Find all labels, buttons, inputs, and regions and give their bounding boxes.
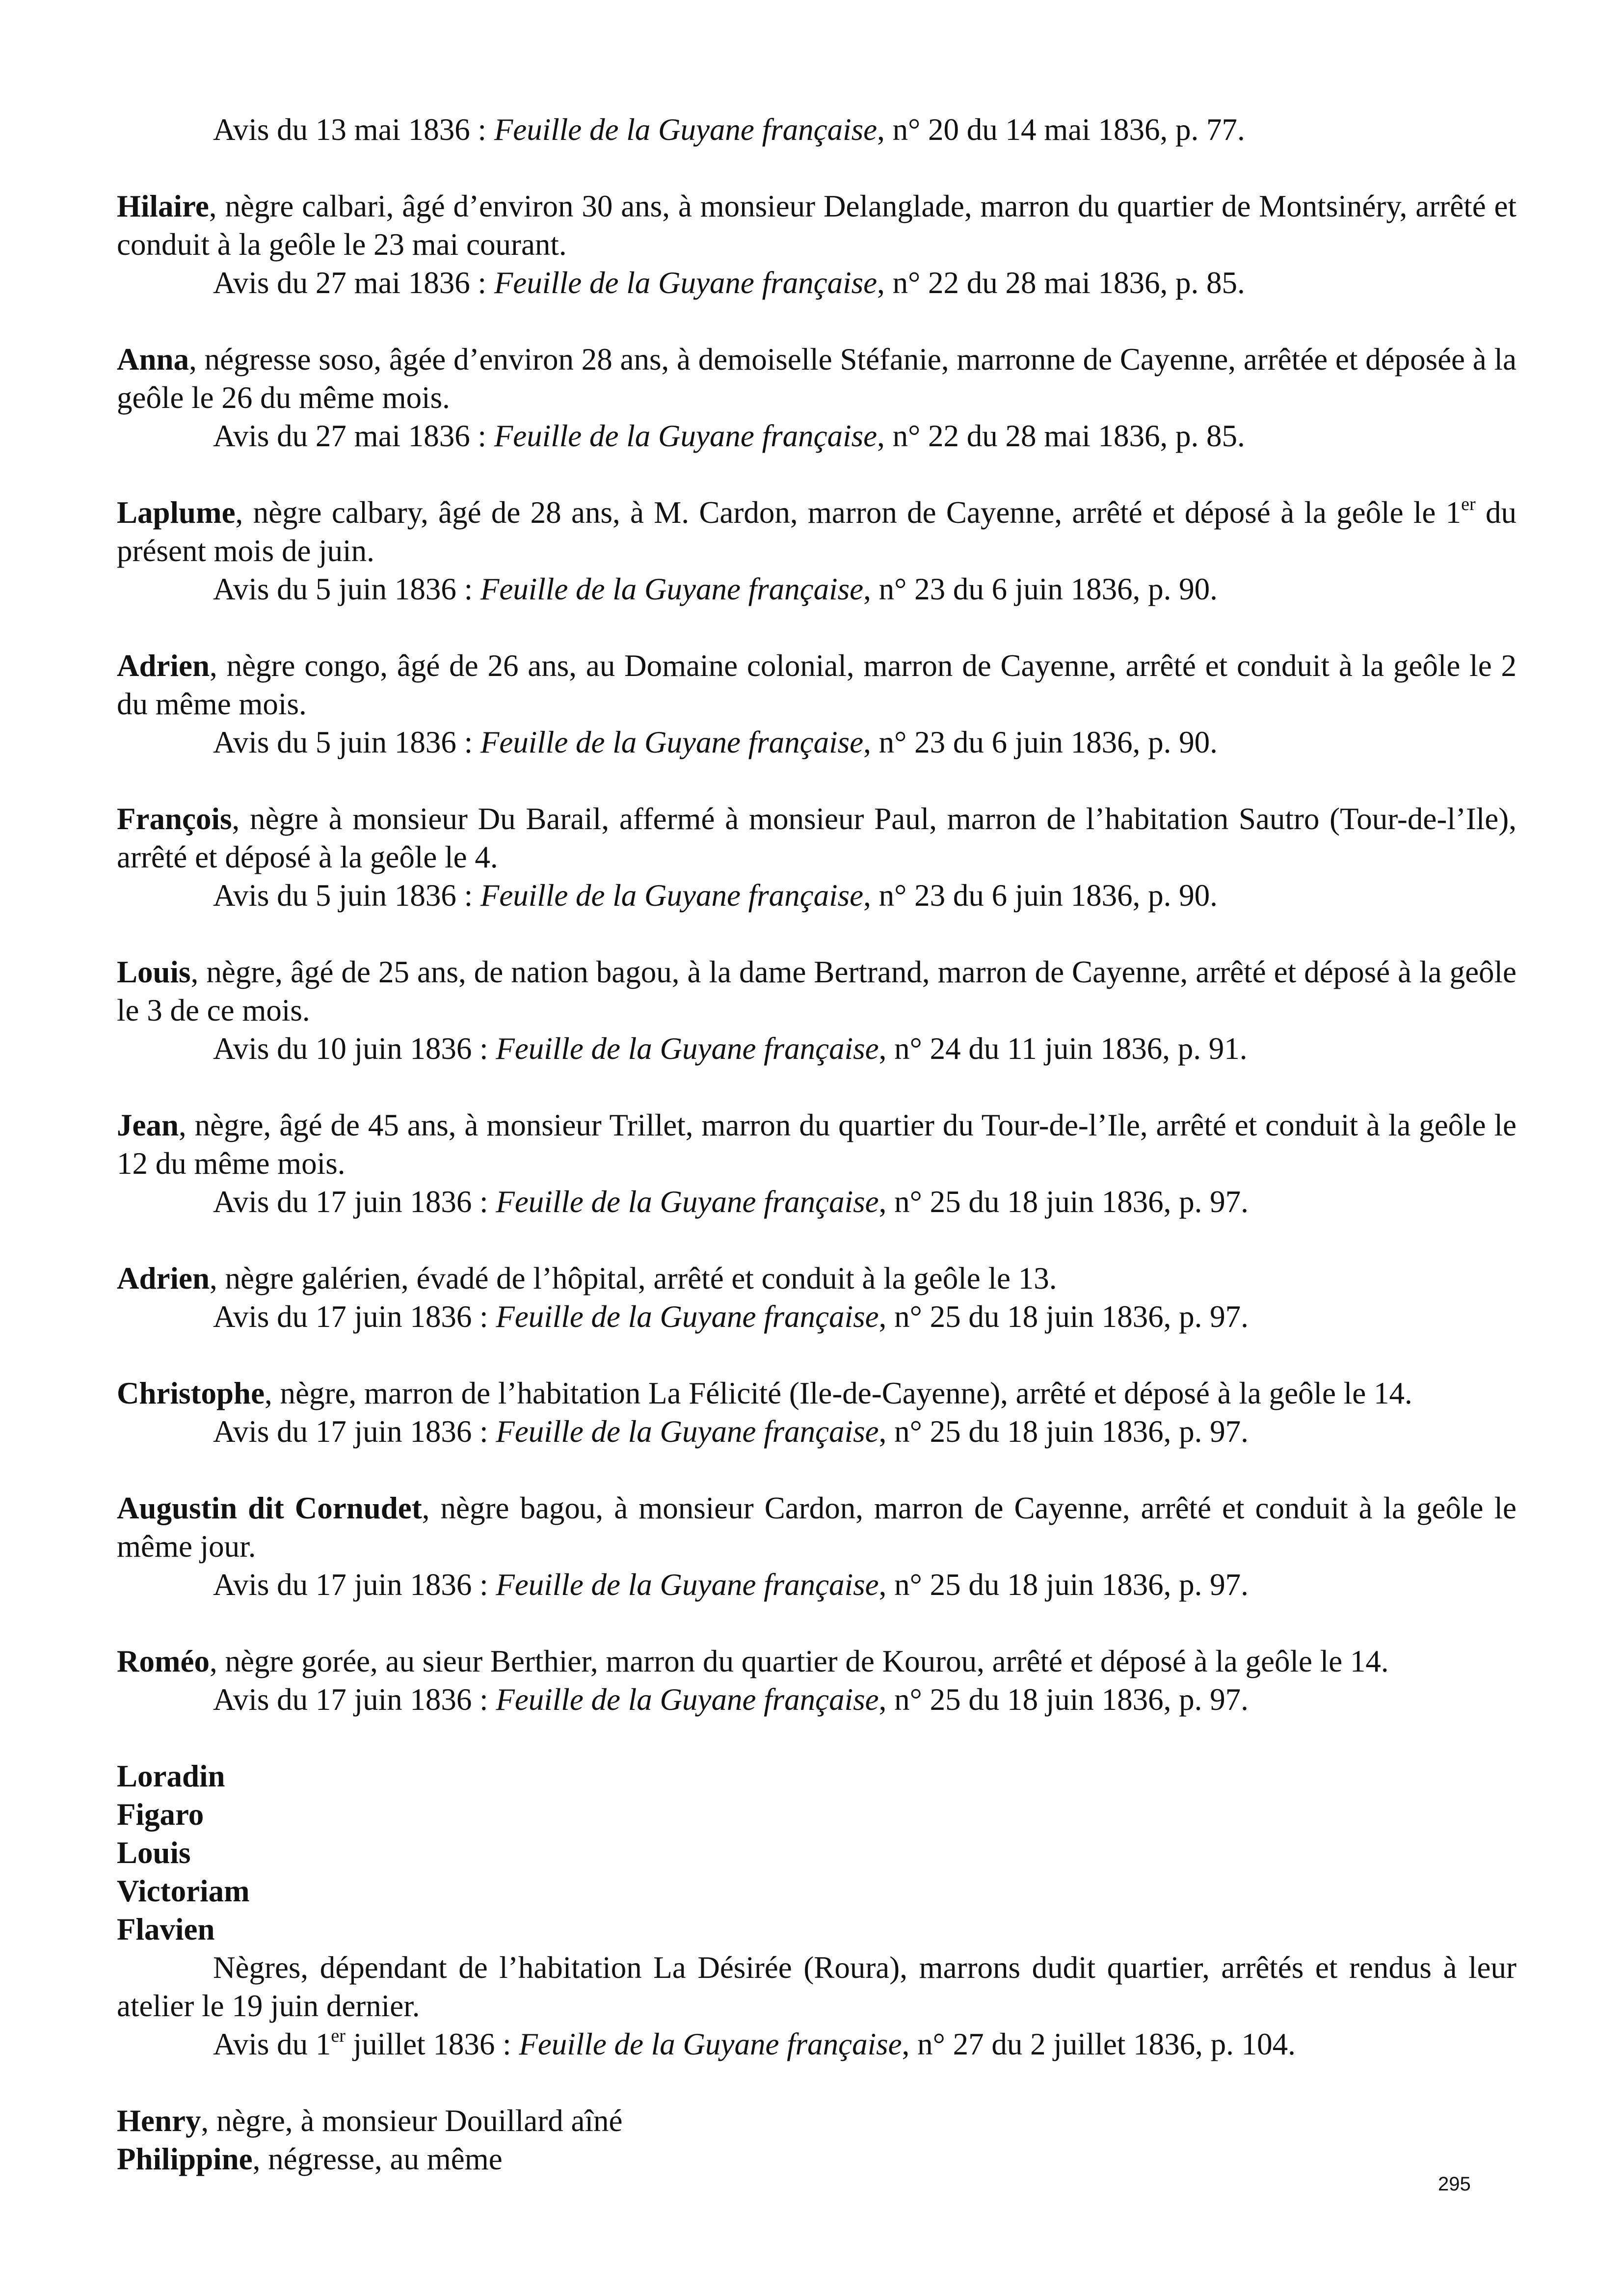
- entry: [117, 1259, 1517, 1336]
- avis-line: [117, 1566, 1517, 1604]
- entry-name: Adrien: [117, 1261, 210, 1296]
- entry-text: , nègre, marron de l’habitation La Félicité (Ile-de-Cayenne), arrêté et déposé à la geôle le 14.: [265, 1376, 1412, 1410]
- group-name: Flavien: [117, 1912, 215, 1946]
- avis-line: [117, 1183, 1517, 1221]
- entry-text: , négresse, au même: [252, 2142, 503, 2176]
- avis-source: Feuille de la Guyane française: [496, 1414, 879, 1449]
- entry-text: , nègre calbary, âgé de 28 ans, à M. Cardon, marron de Cayenne, arrêté et déposé à la geôle le 1: [235, 495, 1462, 530]
- group-name: Loradin: [117, 1759, 225, 1793]
- entry-description: [117, 647, 1517, 723]
- entry-name: Laplume: [117, 495, 236, 530]
- entry: [117, 340, 1517, 455]
- entry-description: [117, 953, 1517, 1029]
- avis-reference: , n° 24 du 11 juin 1836, p. 91.: [878, 1031, 1248, 1066]
- avis-source: Feuille de la Guyane française: [496, 1682, 879, 1717]
- avis-date: Avis du 5 juin 1836 :: [213, 725, 480, 759]
- avis-line: [117, 1680, 1517, 1719]
- group-entry: [117, 1757, 1517, 2063]
- avis-source: Feuille de la Guyane française: [494, 419, 878, 453]
- page-number: 295: [1438, 2173, 1471, 2195]
- avis-reference: , n° 22 du 28 mai 1836, p. 85.: [877, 266, 1245, 300]
- entry: [117, 800, 1517, 915]
- entry-description: [117, 1489, 1517, 1566]
- entry-text: , nègre, à monsieur Douillard aîné: [201, 2104, 623, 2138]
- entry: [117, 187, 1517, 302]
- entry-name: François: [117, 802, 232, 836]
- avis-line: [117, 876, 1517, 915]
- avis-date: Avis du 5 juin 1836 :: [213, 878, 480, 913]
- entry: [117, 493, 1517, 608]
- avis-date: Avis du 5 juin 1836 :: [213, 572, 480, 606]
- entry-name: Anna: [117, 342, 189, 377]
- avis-reference: , n° 22 du 28 mai 1836, p. 85.: [877, 419, 1245, 453]
- group-name: Louis: [117, 1836, 191, 1870]
- group-description: Nègres, dépendant de l’habitation La Désirée (Roura), marrons dudit quartier, arrêtés et rendus à leur atelier le 19 juin dernier.: [117, 1950, 1517, 2023]
- entry-description: [117, 2140, 1517, 2178]
- entry-description: [117, 1642, 1517, 1680]
- entry-text: , nègre galérien, évadé de l’hôpital, arrêté et conduit à la geôle le 13.: [210, 1261, 1057, 1296]
- entry: [117, 1489, 1517, 1604]
- avis-source: Feuille de la Guyane française: [494, 266, 878, 300]
- entry-text: , nègre bagou, à monsieur Cardon, marron de Cayenne, arrêté et conduit à la geôle le même jour.: [117, 1491, 1517, 1564]
- avis-reference: , n° 23 du 6 juin 1836, p. 90.: [863, 878, 1218, 913]
- avis-source: Feuille de la Guyane française: [496, 1299, 879, 1334]
- avis-source: Feuille de la Guyane française: [494, 112, 878, 147]
- avis-line: [117, 570, 1517, 608]
- avis-reference: , n° 23 du 6 juin 1836, p. 90.: [863, 725, 1218, 759]
- entry-text: , nègre à monsieur Du Barail, affermé à monsieur Paul, marron de l’habitation Sautro (Tour-de-l’Ile), arrêté et déposé à la geôle le 4.: [117, 802, 1517, 874]
- avis-date: Avis du 27 mai 1836 :: [213, 266, 494, 300]
- entry-description: [117, 1259, 1517, 1297]
- entry-text: , nègre gorée, au sieur Berthier, marron du quartier de Kourou, arrêté et déposé à la geôle le 14.: [209, 1644, 1389, 1678]
- entry-name: Adrien: [117, 648, 210, 683]
- avis-reference: , n° 25 du 18 juin 1836, p. 97.: [878, 1567, 1249, 1602]
- entry-name: Louis: [117, 955, 191, 989]
- entry-description: [117, 800, 1517, 876]
- document-page: [117, 110, 1517, 2216]
- group-name: Figaro: [117, 1797, 204, 1832]
- avis-source: Feuille de la Guyane française: [496, 1567, 879, 1602]
- entry-text: , nègre congo, âgé de 26 ans, au Domaine colonial, marron de Cayenne, arrêté et conduit à la geôle le 2 du même mois.: [117, 648, 1517, 721]
- entry: [117, 1374, 1517, 1451]
- entry-description: [117, 340, 1517, 417]
- avis-line: [117, 723, 1517, 761]
- avis-date: Avis du 17 juin 1836 :: [213, 1185, 496, 1219]
- avis-line: [117, 1029, 1517, 1068]
- avis-line: [117, 1297, 1517, 1336]
- avis-date: Avis du 13 mai 1836 :: [213, 112, 494, 147]
- avis-date: Avis du 17 juin 1836 :: [213, 1567, 496, 1602]
- avis-reference: , n° 25 du 18 juin 1836, p. 97.: [878, 1185, 1249, 1219]
- avis-date: Avis du 17 juin 1836 :: [213, 1414, 496, 1449]
- avis-date: Avis du 1: [213, 2027, 331, 2061]
- avis-source: Feuille de la Guyane française: [496, 1031, 879, 1066]
- entry-name: Roméo: [117, 1644, 210, 1678]
- entry-description: [117, 1106, 1517, 1183]
- entry: [117, 953, 1517, 1068]
- avis-line: [117, 1412, 1517, 1451]
- entry-continuation: [117, 110, 1517, 149]
- avis-reference: , n° 27 du 2 juillet 1836, p. 104.: [902, 2027, 1296, 2061]
- entry-description: [117, 493, 1517, 570]
- avis-reference: , n° 25 du 18 juin 1836, p. 97.: [878, 1682, 1249, 1717]
- entry-text: , nègre, âgé de 45 ans, à monsieur Trillet, marron du quartier du Tour-de-l’Ile, arrêté et conduit à la geôle le 12 du même mois.: [117, 1108, 1517, 1181]
- avis-source: Feuille de la Guyane française: [519, 2027, 902, 2061]
- entry-name: Henry: [117, 2104, 201, 2138]
- ordinal-superscript: er: [331, 2026, 346, 2046]
- entry-incomplete: [117, 2102, 1517, 2178]
- avis-reference: , n° 20 du 14 mai 1836, p. 77.: [877, 112, 1245, 147]
- avis-date: Avis du 27 mai 1836 :: [213, 419, 494, 453]
- entry-name: Christophe: [117, 1376, 265, 1410]
- entry-name: Jean: [117, 1108, 179, 1142]
- avis-reference: , n° 23 du 6 juin 1836, p. 90.: [863, 572, 1218, 606]
- entry-text: , nègre calbari, âgé d’environ 30 ans, à monsieur Delanglade, marron du quartier de Montsinéry, arrêté et conduit à la geôle le 23 mai courant.: [117, 189, 1517, 262]
- avis-source: Feuille de la Guyane française: [480, 878, 864, 913]
- entry-description: [117, 187, 1517, 264]
- entry: [117, 1106, 1517, 1221]
- avis-line: [117, 110, 1517, 149]
- avis-line: [117, 417, 1517, 455]
- ordinal-superscript: er: [1461, 494, 1476, 514]
- avis-date: Avis du 17 juin 1836 :: [213, 1682, 496, 1717]
- entry-description: [117, 1374, 1517, 1412]
- avis-reference: , n° 25 du 18 juin 1836, p. 97.: [878, 1414, 1249, 1449]
- avis-reference: , n° 25 du 18 juin 1836, p. 97.: [878, 1299, 1249, 1334]
- entry-description: [117, 2102, 1517, 2140]
- avis-date: Avis du 17 juin 1836 :: [213, 1299, 496, 1334]
- entry-text-continued: du présent mois de juin.: [117, 495, 1517, 568]
- avis-date-continued: juillet 1836 :: [345, 2027, 519, 2061]
- entry-text: , nègre, âgé de 25 ans, de nation bagou, à la dame Bertrand, marron de Cayenne, arrêté et déposé à la geôle le 3 de ce mois.: [117, 955, 1517, 1027]
- entry-name: Augustin dit Cornudet: [117, 1491, 422, 1525]
- avis-source: Feuille de la Guyane française: [480, 725, 864, 759]
- entry-name: Philippine: [117, 2142, 253, 2176]
- avis-source: Feuille de la Guyane française: [480, 572, 864, 606]
- group-names: [117, 1757, 1517, 1948]
- entry: [117, 1642, 1517, 1719]
- group-name: Victoriam: [117, 1874, 250, 1908]
- avis-date: Avis du 10 juin 1836 :: [213, 1031, 496, 1066]
- avis-source: Feuille de la Guyane française: [496, 1185, 879, 1219]
- avis-line: [117, 2025, 1517, 2063]
- avis-line: [117, 264, 1517, 302]
- entry-name: Hilaire: [117, 189, 209, 223]
- entry: [117, 647, 1517, 761]
- entry-text: , négresse soso, âgée d’environ 28 ans, à demoiselle Stéfanie, marronne de Cayenne, arrêtée et déposée à la geôle le 26 du même mois.: [117, 342, 1517, 415]
